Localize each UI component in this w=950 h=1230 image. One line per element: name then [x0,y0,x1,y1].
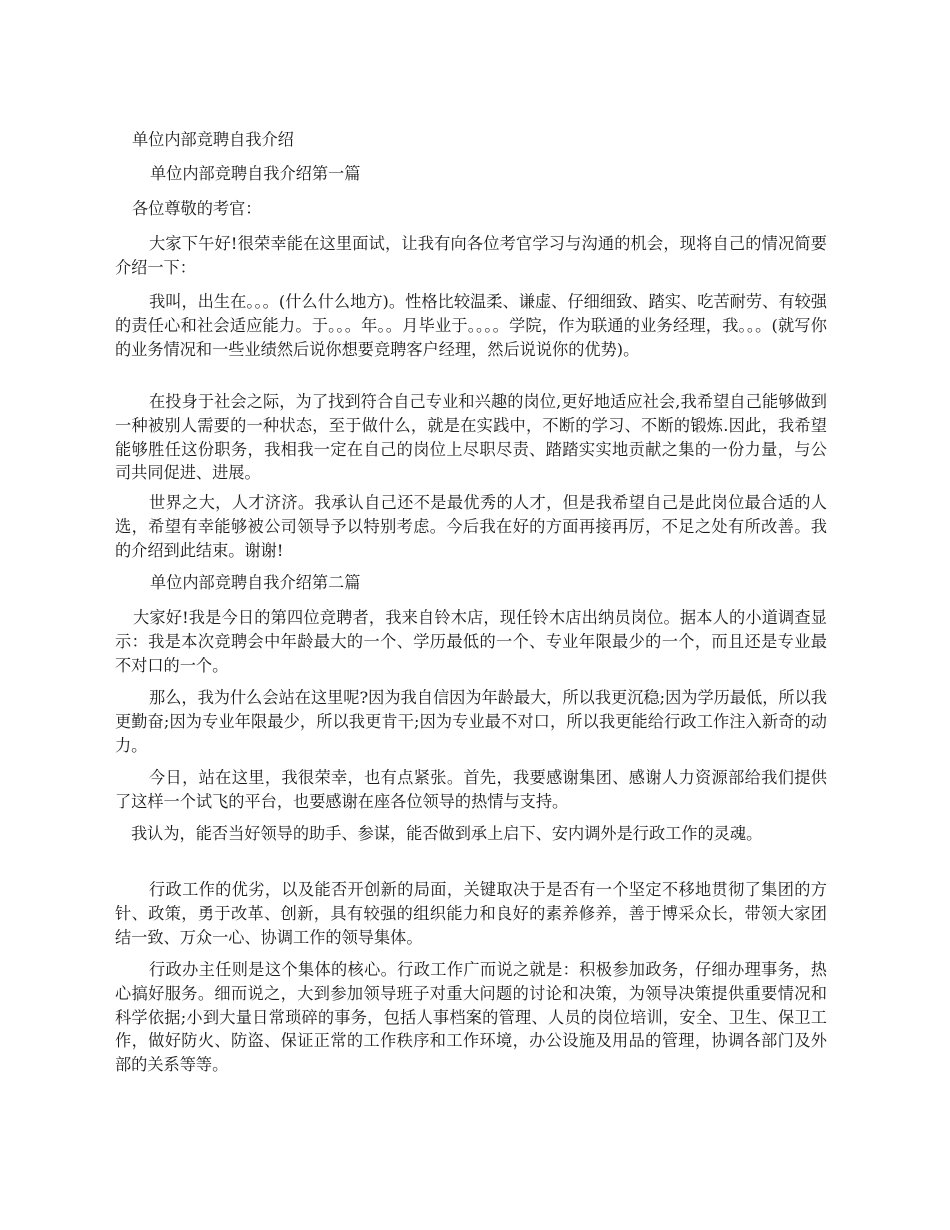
paragraph-4: 世界之大，人才济济。我承认自己还不是最优秀的人才，但是我希望自己是此岗位最合适的人选，希望有幸能够被公司领导予以特别考虑。今后我在好的方面再接再厉，不足之处有所改善。我的介绍到此结束。谢谢! [115,493,827,560]
paragraph-5: 大家好!我是今日的第四位竞聘者，我来自铃木店，现任铃木店出纳员岗位。据本人的小道调查显示：我是本次竞聘会中年龄最大的一个、学历最低的一个、专业年限最少的一个，而且还是专业最不对口的一个。 [115,608,827,675]
paragraph-3: 在投身于社会之际，为了找到符合自己专业和兴趣的岗位,更好地适应社会,我希望自己能够做到一种被别人需要的一种状态，至于做什么，就是在实践中，不断的学习、不断的锻炼.因此，我希望能够胜任这份职务，我相我一定在自己的岗位上尽职尽责、踏踏实实地贡献之集的一份力量，与公司共同促进、进展。 [115,392,827,483]
paragraph-6: 那么，我为什么会站在这里呢?因为我自信因为年龄最大，所以我更沉稳;因为学历最低，所以我更勤奋;因为专业年限最少，所以我更肯干;因为专业最不对口，所以我更能给行政工作注入新奇的动力。 [115,688,827,755]
document-title: 单位内部竞聘自我介绍 [132,130,294,149]
paragraph-2: 我叫，出生在。。。(什么什么地方)。性格比较温柔、谦虚、仔细细致、踏实、吃苦耐劳、有较强的责任心和社会适应能力。于。。。年。。月毕业于。。。。学院，作为联通的业务经理，我。。。(就写你的业务情况和一些业绩然后说你想要竞聘客户经理，然后说说你的优势)。 [115,292,827,359]
section1-heading: 单位内部竞聘自我介绍第一篇 [150,164,361,183]
paragraph-9: 行政工作的优劣，以及能否开创新的局面，关键取决于是否有一个坚定不移地贯彻了集团的方针、政策，勇于改革、创新，具有较强的组织能力和良好的素养修养，善于博采众长，带领大家团结一致、万众一心、协调工作的领导集体。 [115,880,827,947]
greeting: 各位尊敬的考官： [132,199,262,218]
paragraph-8: 我认为，能否当好领导的助手、参谋，能否做到承上启下、安内调外是行政工作的灵魂。 [131,824,763,843]
paragraph-7: 今日，站在这里，我很荣幸，也有点紧张。首先，我要感谢集团、感谢人力资源部给我们提供了这样一个试飞的平台，也要感谢在座各位领导的热情与支持。 [115,768,827,811]
paragraph-10: 行政办主任则是这个集体的核心。行政工作广而说之就是：积极参加政务，仔细办理事务，热心搞好服务。细而说之，大到参加领导班子对重大问题的讨论和决策，为领导决策提供重要情况和科学依据;小到大量日常琐碎的事务，包括人事档案的管理、人员的岗位培训，安全、卫生、保卫工作，做好防火、防盗、保证正常的工作秩序和工作环境，办公设施及用品的管理，协调各部门及外部的关系等等。 [115,960,827,1075]
paragraph-1: 大家下午好!很荣幸能在这里面试，让我有向各位考官学习与沟通的机会，现将自己的情况简要介绍一下： [115,234,827,277]
section2-heading: 单位内部竞聘自我介绍第二篇 [150,573,361,592]
